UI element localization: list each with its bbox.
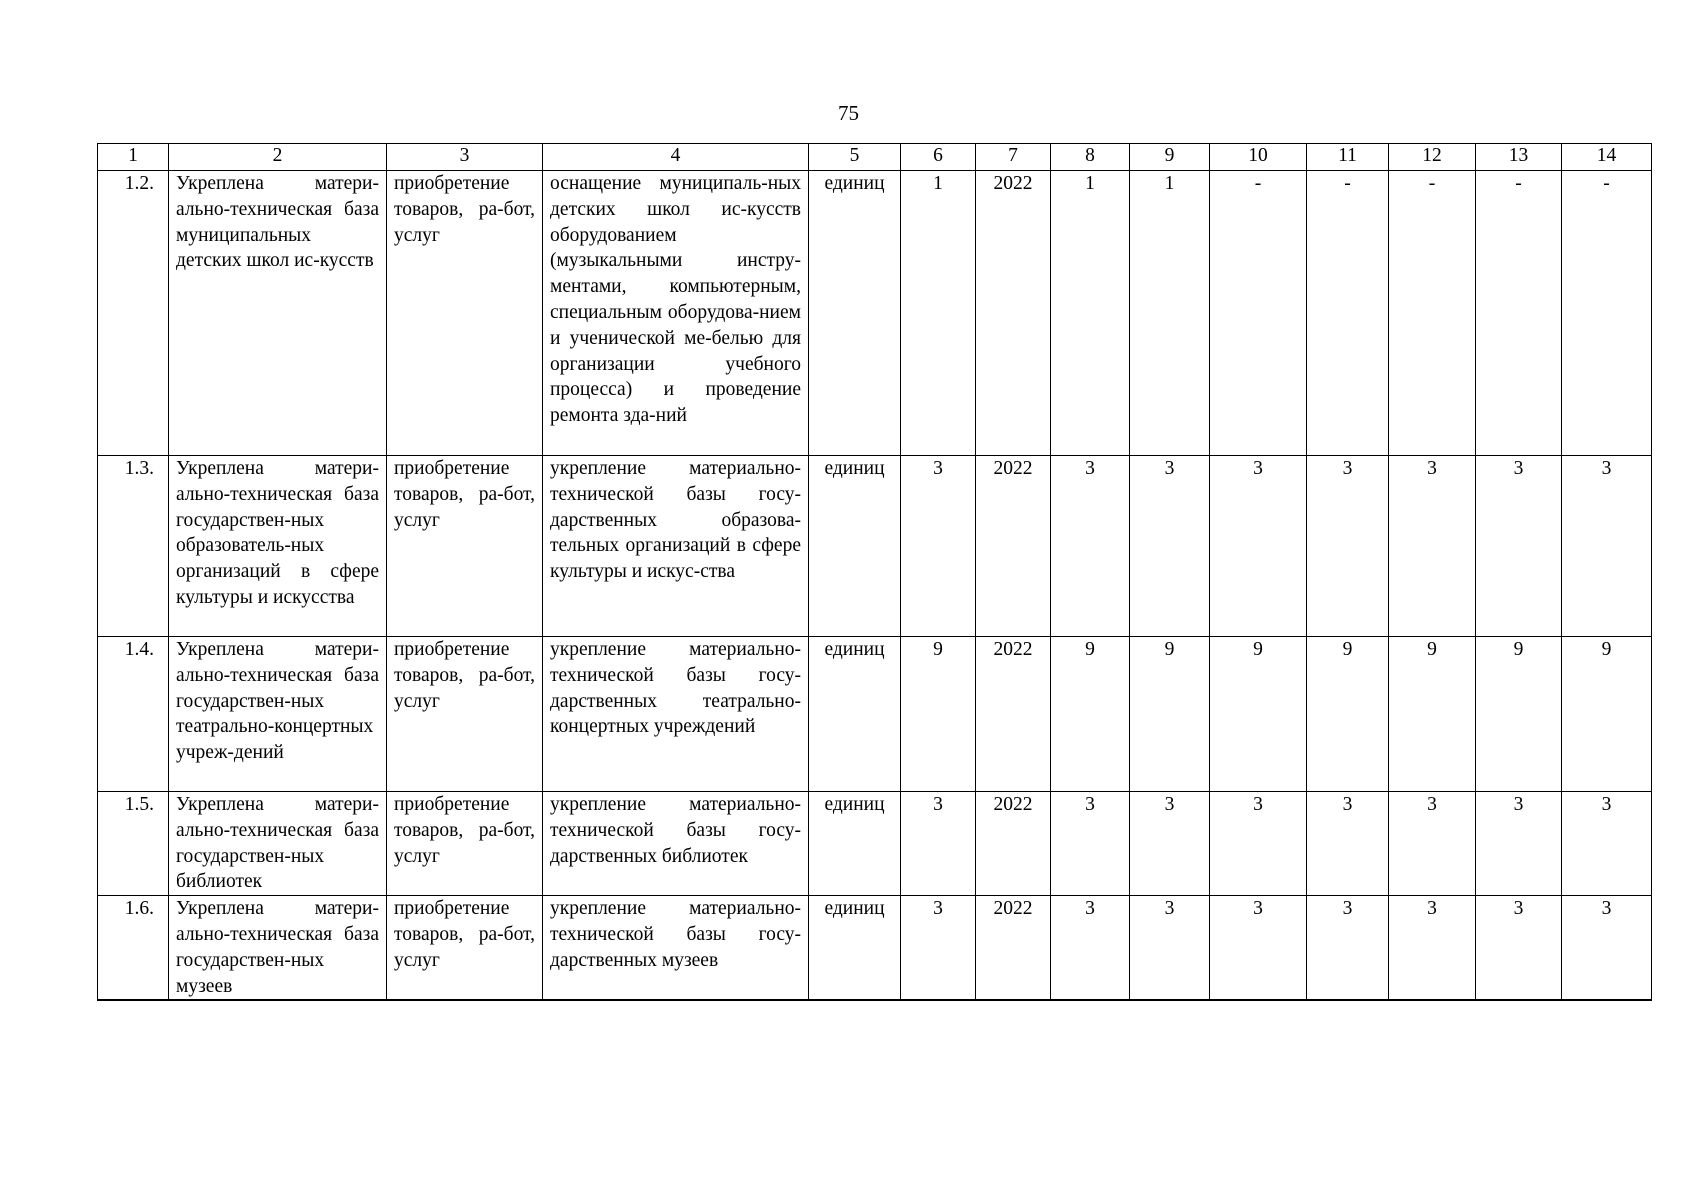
row-number: 1.4. <box>98 637 169 792</box>
type-cell: приобретение товаров, ра-бот, услуг <box>387 792 543 896</box>
column-number-header: 10 <box>1210 144 1307 171</box>
value-cell: 3 <box>1476 896 1562 1001</box>
value-cell: 3 <box>1130 792 1210 896</box>
value-cell: 1 <box>901 171 976 456</box>
type-cell: приобретение товаров, ра-бот, услуг <box>387 456 543 637</box>
value-cell: 3 <box>1476 456 1562 637</box>
value-cell: 3 <box>1307 896 1389 1001</box>
column-number-header: 1 <box>98 144 169 171</box>
row-number: 1.6. <box>98 896 169 1001</box>
value-cell: 3 <box>1051 896 1130 1001</box>
type-cell: приобретение товаров, ра-бот, услуг <box>387 171 543 456</box>
unit-cell: единиц <box>809 171 901 456</box>
value-cell: - <box>1210 171 1307 456</box>
value-cell: 3 <box>1389 792 1476 896</box>
table-row <box>98 171 1652 456</box>
value-cell: 3 <box>1307 456 1389 637</box>
value-cell: 3 <box>1210 792 1307 896</box>
value-cell: 3 <box>1210 896 1307 1001</box>
description-cell: укрепление материально-технической базы госу-дарственных театрально-концертных учреждений <box>543 637 809 792</box>
value-cell: 3 <box>1307 792 1389 896</box>
table-row <box>98 792 1652 896</box>
unit-cell: единиц <box>809 792 901 896</box>
page-number: 75 <box>838 101 859 125</box>
description-cell: укрепление материально-технической базы госу-дарственных библиотек <box>543 792 809 896</box>
column-number-header: 13 <box>1476 144 1562 171</box>
description-cell: укрепление материально-технической базы госу-дарственных музеев <box>543 896 809 1001</box>
column-number-header: 5 <box>809 144 901 171</box>
column-number-header: 3 <box>387 144 543 171</box>
value-cell: 9 <box>1562 637 1652 792</box>
year-cell: 2022 <box>976 637 1051 792</box>
result-cell: Укреплена матери-ально-техническая база государствен-ных музеев <box>169 896 387 1001</box>
row-number: 1.3. <box>98 456 169 637</box>
value-cell: 3 <box>1476 792 1562 896</box>
result-cell: Укреплена матери-ально-техническая база муниципальных детских школ ис-кусств <box>169 171 387 456</box>
value-cell: 3 <box>1051 792 1130 896</box>
value-cell: 3 <box>901 792 976 896</box>
type-cell: приобретение товаров, ра-бот, услуг <box>387 896 543 1001</box>
column-number-header: 6 <box>901 144 976 171</box>
column-number-header: 9 <box>1130 144 1210 171</box>
unit-cell: единиц <box>809 637 901 792</box>
column-number-header: 14 <box>1562 144 1652 171</box>
column-number-header: 8 <box>1051 144 1130 171</box>
column-number-header: 2 <box>169 144 387 171</box>
value-cell: 3 <box>1389 896 1476 1001</box>
value-cell: - <box>1389 171 1476 456</box>
year-cell: 2022 <box>976 792 1051 896</box>
value-cell: 9 <box>1476 637 1562 792</box>
year-cell: 2022 <box>976 456 1051 637</box>
value-cell: 3 <box>1130 456 1210 637</box>
value-cell: 3 <box>1562 792 1652 896</box>
value-cell: 3 <box>1389 456 1476 637</box>
value-cell: - <box>1307 171 1389 456</box>
indicators-table <box>97 143 1652 1001</box>
row-number: 1.5. <box>98 792 169 896</box>
value-cell: 9 <box>1051 637 1130 792</box>
value-cell: 9 <box>1130 637 1210 792</box>
value-cell: 3 <box>1562 456 1652 637</box>
column-number-header: 12 <box>1389 144 1476 171</box>
result-cell: Укреплена матери-ально-техническая база государствен-ных театрально-концертных учреж-дений <box>169 637 387 792</box>
column-number-header: 4 <box>543 144 809 171</box>
table-row <box>98 637 1652 792</box>
value-cell: 9 <box>901 637 976 792</box>
year-cell: 2022 <box>976 171 1051 456</box>
value-cell: 3 <box>901 456 976 637</box>
value-cell: 9 <box>1210 637 1307 792</box>
table-row <box>98 896 1652 1001</box>
value-cell: 1 <box>1051 171 1130 456</box>
value-cell: 3 <box>901 896 976 1001</box>
column-number-header: 11 <box>1307 144 1389 171</box>
value-cell: 9 <box>1307 637 1389 792</box>
column-number-header: 7 <box>976 144 1051 171</box>
value-cell: 9 <box>1389 637 1476 792</box>
table-row <box>98 456 1652 637</box>
result-cell: Укреплена матери-ально-техническая база государствен-ных библиотек <box>169 792 387 896</box>
value-cell: - <box>1476 171 1562 456</box>
row-number: 1.2. <box>98 171 169 456</box>
description-cell: укрепление материально-технической базы госу-дарственных образова-тельных организаций в сфере культуры и искус-ства <box>543 456 809 637</box>
value-cell: 3 <box>1562 896 1652 1001</box>
value-cell: 3 <box>1051 456 1130 637</box>
unit-cell: единиц <box>809 456 901 637</box>
year-cell: 2022 <box>976 896 1051 1001</box>
value-cell: 3 <box>1210 456 1307 637</box>
value-cell: - <box>1562 171 1652 456</box>
description-cell: оснащение муниципаль-ных детских школ ис-кусств оборудованием (музыкальными инстру-ментами, компьютерным, специальным оборудова-нием и ученической ме-белью для организации учебного процесса) и проведение ремонта зда-ний <box>543 171 809 456</box>
type-cell: приобретение товаров, ра-бот, услуг <box>387 637 543 792</box>
value-cell: 3 <box>1130 896 1210 1001</box>
unit-cell: единиц <box>809 896 901 1001</box>
result-cell: Укреплена матери-ально-техническая база государствен-ных образователь-ных организаций в сфере культуры и искусства <box>169 456 387 637</box>
value-cell: 1 <box>1130 171 1210 456</box>
column-number-row <box>98 144 1652 171</box>
